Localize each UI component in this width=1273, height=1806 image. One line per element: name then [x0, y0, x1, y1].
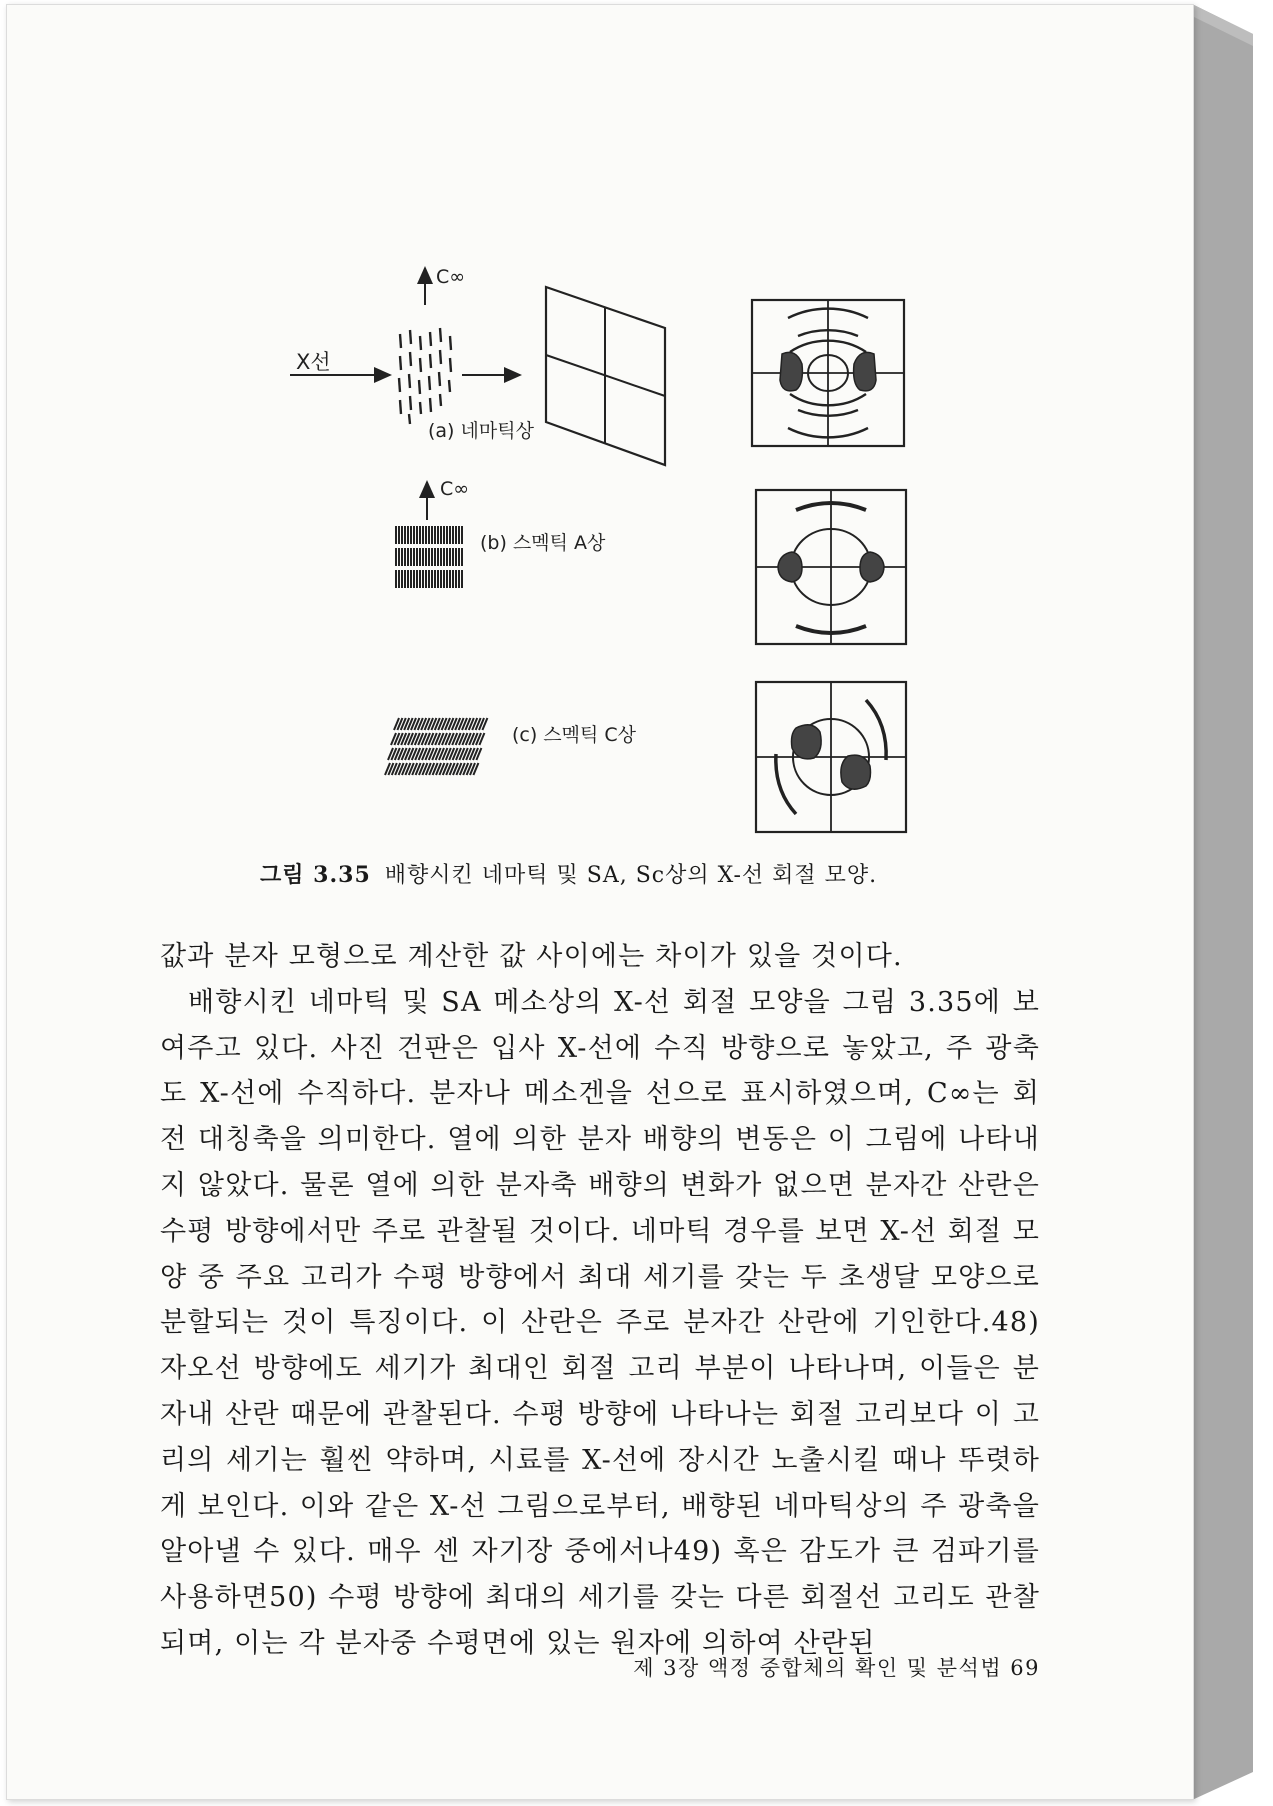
label-c-inf-a: C∞: [436, 266, 466, 288]
label-xray: X선: [296, 350, 331, 374]
figure-caption: [260, 858, 1000, 889]
diffraction-pattern-smectic-c: [756, 682, 906, 832]
nematic-molecules: [399, 328, 451, 424]
label-smectic-c: (c) 스멕틱 C상: [512, 724, 637, 746]
body-text: [160, 934, 1040, 1667]
label-c-inf-b: C∞: [440, 478, 470, 500]
running-footer: 제 3장 액정 중합체의 확인 및 분석법 69: [633, 1656, 1040, 1680]
paragraph-2: 배향시킨 네마틱 및 SA 메소상의 X-선 회절 모양을 그림 3.35에 보여주고 있다. 사진 건판은 입사 X-선에 수직 방향으로 놓았고, 주 광축도 X-선에 수직하다. 분자나 메소겐을 선으로 표시하였으며, C∞는 회전 대칭축을 의미한다. 열에 의한 분자 배향의 변동은 이 그림에 나타내지 않았다. 물론 열에 의한 분자축 배향의 변화가 없으면 분자간 산란은 수평 방향에서만 주로 관찰될 것이다. 네마틱 경우를 보면 X-선 회절 모양 중 주요 고리가 수평 방향에서 최대 세기를 갖는 두 초생달 모양으로 분할되는 것이 특징이다. 이 산란은 주로 분자간 산란에 기인한다.48) 자오선 방향에도 세기가 최대인 회절 고리 부분이 나타나며, 이들은 분자내 산란 때문에 관찰된다. 수평 방향에 나타나는 회절 고리보다 이 고리의 세기는 훨씬 약하며, 시료를 X-선에 장시간 노출시킬 때나 뚜렷하게 보인다. 이와 같은 X-선 그림으로부터, 배향된 네마틱상의 주 광축을 알아낼 수 있다. 매우 센 자기장 중에서나49) 혹은 감도가 큰 검파기를 사용하면50) 수평 방향에 최대의 세기를 갖는 다른 회절선 고리도 관찰되며, 이는 각 분자중 수평면에 있는 원자에 의하여 산란된: [160, 986, 1040, 1659]
smectic-c-schematic: [385, 718, 487, 775]
diffraction-diagram: [0, 0, 1192, 900]
figure-3-35: [0, 0, 1192, 900]
caption-text: 배향시킨 네마틱 및 SA, Sc상의 X-선 회절 모양.: [384, 863, 878, 888]
crescent-left: [780, 352, 802, 391]
paragraph-1: 값과 분자 모형으로 계산한 값 사이에는 차이가 있을 것이다.: [160, 941, 903, 972]
smectic-a-molecules: [396, 526, 462, 588]
diffraction-pattern-nematic: [752, 300, 904, 446]
label-nematic: (a) 네마틱상: [428, 420, 534, 442]
diffraction-pattern-smectic-a: [756, 490, 906, 644]
label-smectic-a: (b) 스멕틱 A상: [480, 532, 606, 554]
smectic-c-molecules: [385, 718, 487, 775]
caption-number: 그림 3.35: [260, 862, 371, 888]
crescent-right: [854, 352, 876, 391]
